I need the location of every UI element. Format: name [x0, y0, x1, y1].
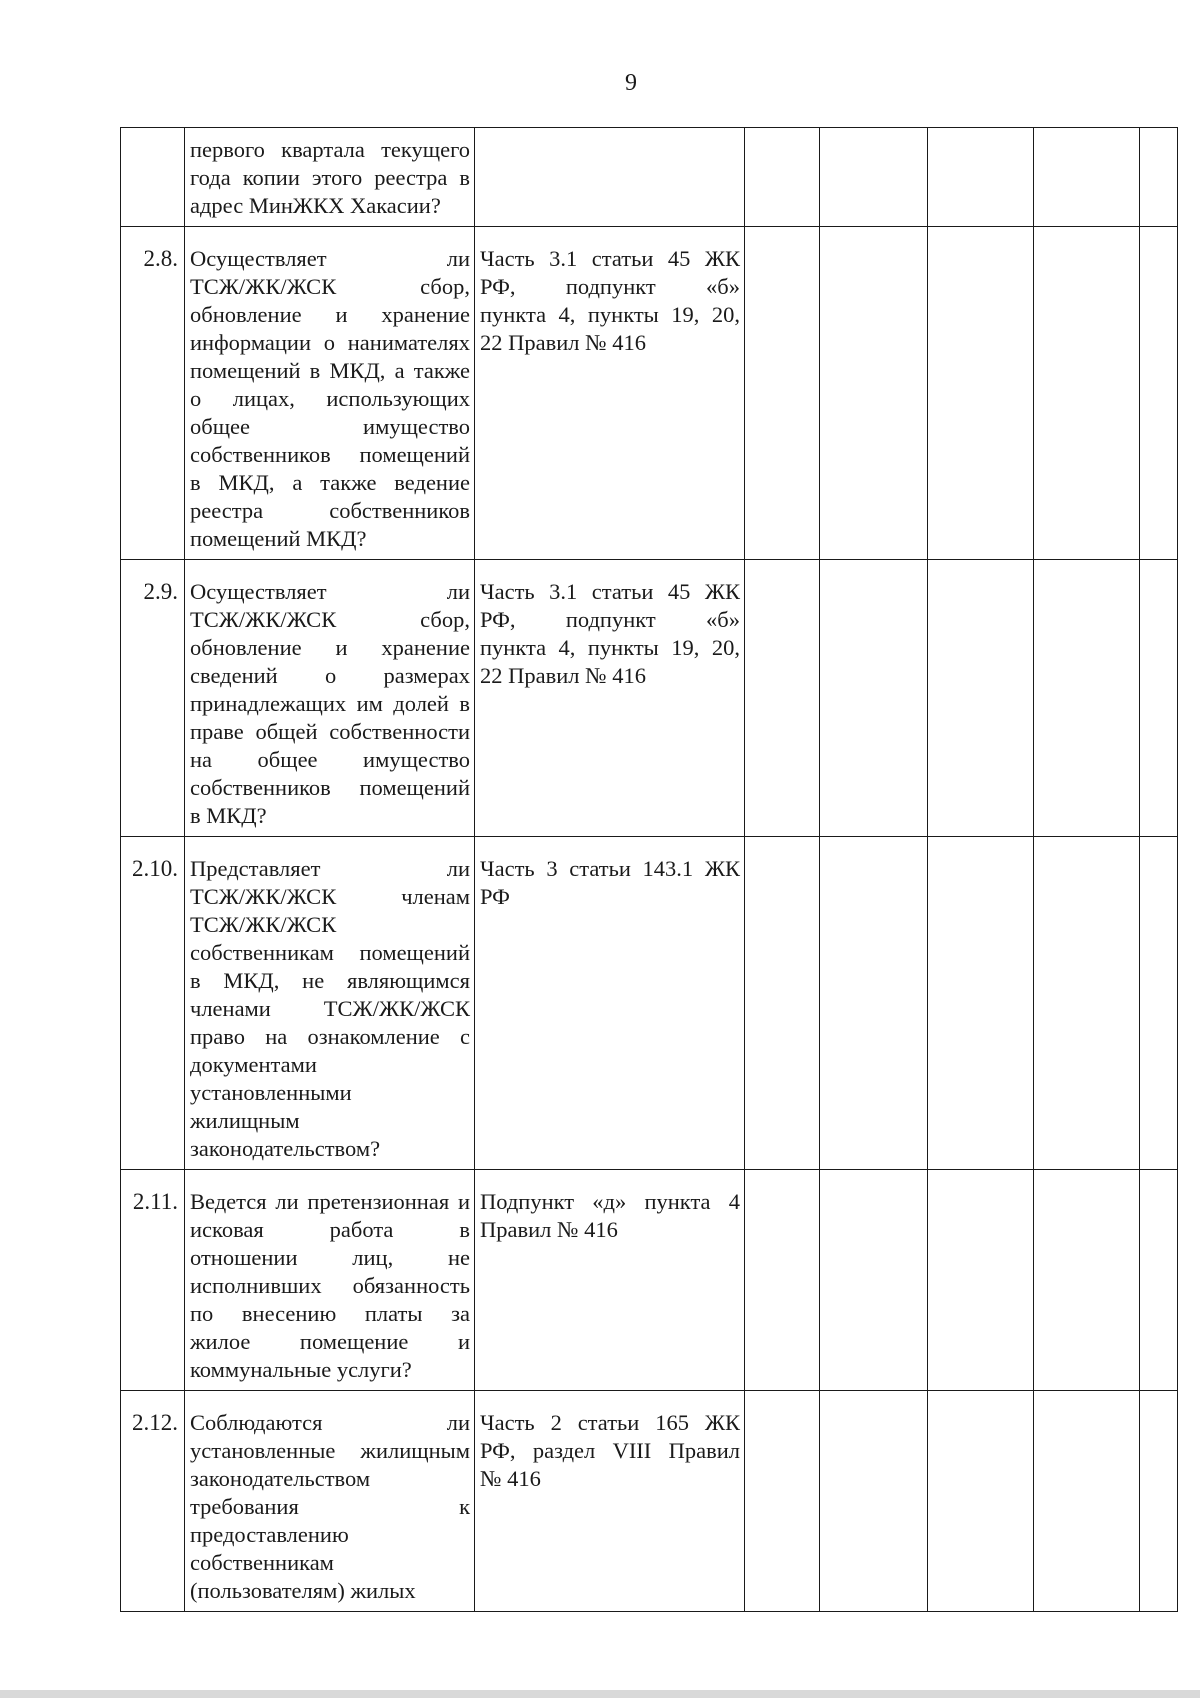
question-line: ТСЖ/ЖК/ЖСК — [190, 912, 337, 937]
checklist-table — [120, 127, 1178, 1612]
reference-line: Подпункт «д» пункта 4 — [480, 1189, 740, 1214]
legal-reference-cell — [475, 1391, 745, 1612]
extra-cell — [1140, 227, 1178, 560]
extra-cell — [1140, 128, 1178, 227]
reference-line: РФ — [480, 884, 510, 909]
notes-cell — [1034, 1391, 1140, 1612]
extra-cell — [1140, 1391, 1178, 1612]
answer-no-cell — [820, 128, 928, 227]
question-line: законодательством? — [190, 1136, 381, 1161]
question-line: исполнивших обязанность — [190, 1273, 470, 1298]
table-row — [121, 227, 1178, 560]
answer-yes-cell — [745, 560, 820, 837]
answer-na-cell — [928, 560, 1034, 837]
answer-yes-cell — [745, 837, 820, 1170]
reference-line: пункта 4, пункты 19, 20, — [480, 302, 740, 327]
question-line: адрес МинЖКХ Хакасии? — [190, 193, 441, 218]
question-line: года копии этого реестра в — [190, 165, 470, 190]
extra-cell — [1140, 837, 1178, 1170]
table-row — [121, 1391, 1178, 1612]
question-line: общее имущество — [190, 414, 470, 439]
item-number: 2.10. — [121, 837, 185, 1170]
answer-yes-cell — [745, 1170, 820, 1391]
answer-yes-cell — [745, 1391, 820, 1612]
question-line: предоставлению — [190, 1522, 349, 1547]
table-row — [121, 560, 1178, 837]
question-line: собственникам — [190, 1550, 334, 1575]
question-line: ТСЖ/ЖК/ЖСК сбор, — [190, 607, 470, 632]
reference-line: Часть 3 статьи 143.1 ЖК — [480, 856, 740, 881]
question-line: требования к — [190, 1494, 470, 1519]
legal-reference-cell — [475, 837, 745, 1170]
question-line: собственников помещений — [190, 775, 470, 800]
question-cell — [185, 227, 475, 560]
notes-cell — [1034, 560, 1140, 837]
question-line: собственников помещений — [190, 442, 470, 467]
question-line: Соблюдаются ли — [190, 1410, 470, 1435]
question-cell — [185, 1391, 475, 1612]
question-line: жилищным — [190, 1108, 300, 1133]
question-line: обновление и хранение — [190, 302, 470, 327]
reference-line: пункта 4, пункты 19, 20, — [480, 635, 740, 660]
reference-line: 22 Правил № 416 — [480, 330, 646, 355]
answer-na-cell — [928, 227, 1034, 560]
question-line: собственникам помещений — [190, 940, 470, 965]
answer-yes-cell — [745, 128, 820, 227]
question-line: установленными — [190, 1080, 352, 1105]
question-line: ТСЖ/ЖК/ЖСК сбор, — [190, 274, 470, 299]
question-line: Осуществляет ли — [190, 579, 470, 604]
answer-na-cell — [928, 128, 1034, 227]
page-number: 9 — [625, 70, 637, 96]
table-row — [121, 1170, 1178, 1391]
reference-line: РФ, подпункт «б» — [480, 274, 740, 299]
notes-cell — [1034, 1170, 1140, 1391]
reference-line: Часть 3.1 статьи 45 ЖК — [480, 246, 740, 271]
extra-cell — [1140, 1170, 1178, 1391]
question-line: по внесению платы за — [190, 1301, 470, 1326]
item-number: 2.12. — [121, 1391, 185, 1612]
answer-yes-cell — [745, 227, 820, 560]
question-cell — [185, 1170, 475, 1391]
question-line: информации о нанимателях — [190, 330, 470, 355]
answer-no-cell — [820, 1391, 928, 1612]
table-row — [121, 128, 1178, 227]
question-line: Ведется ли претензионная и — [190, 1189, 470, 1214]
legal-reference-cell — [475, 560, 745, 837]
question-line: жилое помещение и — [190, 1329, 470, 1354]
answer-no-cell — [820, 227, 928, 560]
question-line: реестра собственников — [190, 498, 470, 523]
answer-no-cell — [820, 560, 928, 837]
question-line: помещений в МКД, а также — [190, 358, 470, 383]
question-line: о лицах, использующих — [190, 386, 470, 411]
item-number: 2.8. — [121, 227, 185, 560]
question-line: обновление и хранение — [190, 635, 470, 660]
item-number: 2.11. — [121, 1170, 185, 1391]
question-line: на общее имущество — [190, 747, 470, 772]
question-line: ТСЖ/ЖК/ЖСК членам — [190, 884, 470, 909]
table-row — [121, 837, 1178, 1170]
question-line: первого квартала текущего — [190, 137, 470, 162]
legal-reference-cell — [475, 1170, 745, 1391]
answer-no-cell — [820, 1170, 928, 1391]
legal-reference-cell — [475, 227, 745, 560]
reference-line: 22 Правил № 416 — [480, 663, 646, 688]
question-cell — [185, 128, 475, 227]
question-line: коммунальные услуги? — [190, 1357, 412, 1382]
question-line: принадлежащих им долей в — [190, 691, 470, 716]
question-line: членами ТСЖ/ЖК/ЖСК — [190, 996, 470, 1021]
extra-cell — [1140, 560, 1178, 837]
reference-line: Часть 2 статьи 165 ЖК — [480, 1410, 740, 1435]
answer-na-cell — [928, 1391, 1034, 1612]
reference-line: Часть 3.1 статьи 45 ЖК — [480, 579, 740, 604]
answer-na-cell — [928, 837, 1034, 1170]
reference-line: № 416 — [480, 1466, 541, 1491]
answer-no-cell — [820, 837, 928, 1170]
question-cell — [185, 560, 475, 837]
question-line: право на ознакомление с — [190, 1024, 470, 1049]
notes-cell — [1034, 128, 1140, 227]
table-body — [121, 128, 1178, 1612]
question-line: праве общей собственности — [190, 719, 470, 744]
question-line: отношении лиц, не — [190, 1245, 470, 1270]
question-line: помещений МКД? — [190, 526, 367, 551]
question-line: (пользователям) жилых — [190, 1578, 416, 1603]
question-cell — [185, 837, 475, 1170]
question-line: законодательством — [190, 1466, 371, 1491]
notes-cell — [1034, 227, 1140, 560]
question-line: установленные жилищным — [190, 1438, 470, 1463]
question-line: в МКД, не являющимся — [190, 968, 470, 993]
question-line: исковая работа в — [190, 1217, 470, 1242]
question-line: документами — [190, 1052, 317, 1077]
question-line: Осуществляет ли — [190, 246, 470, 271]
legal-reference-cell — [475, 128, 745, 227]
item-number — [121, 128, 185, 227]
reference-line: Правил № 416 — [480, 1217, 618, 1242]
scan-bottom-edge — [0, 1690, 1200, 1698]
reference-line: РФ, подпункт «б» — [480, 607, 740, 632]
question-line: в МКД? — [190, 803, 267, 828]
reference-line: РФ, раздел VIII Правил — [480, 1438, 740, 1463]
question-line: Представляет ли — [190, 856, 470, 881]
item-number: 2.9. — [121, 560, 185, 837]
notes-cell — [1034, 837, 1140, 1170]
answer-na-cell — [928, 1170, 1034, 1391]
question-line: сведений о размерах — [190, 663, 470, 688]
question-line: в МКД, а также ведение — [190, 470, 470, 495]
